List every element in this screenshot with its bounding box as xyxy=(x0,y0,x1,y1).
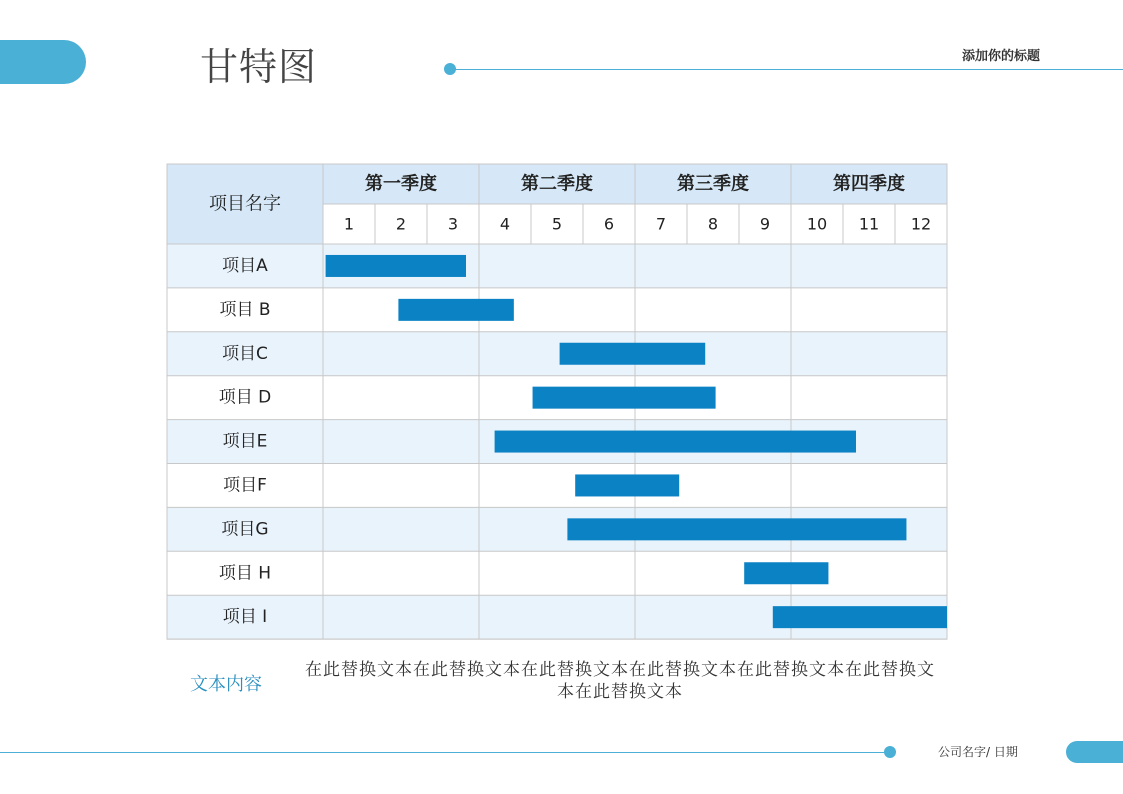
task-label: 项目C xyxy=(222,343,268,364)
task-bar xyxy=(495,431,856,453)
task-bar xyxy=(533,387,716,409)
name-column-header: 项目名字 xyxy=(209,193,281,215)
month-tick-label: 5 xyxy=(551,214,563,234)
month-tick-label: 2 xyxy=(395,214,407,234)
task-label: 项目 I xyxy=(222,607,268,628)
month-tick-label: 10 xyxy=(806,214,828,234)
task-bar xyxy=(575,474,679,496)
task-label: 项目 H xyxy=(218,563,272,584)
note-text: 在此替换文本在此替换文本在此替换文本在此替换文本在此替换文本在此替换文本在此替换文本 xyxy=(305,660,935,702)
row-bg xyxy=(167,551,947,595)
month-tick-label: 4 xyxy=(499,214,511,234)
row-bg xyxy=(167,464,947,508)
decor-pill-bottom-right xyxy=(1066,741,1123,763)
task-bar xyxy=(560,343,706,365)
decor-line-bottom xyxy=(0,752,890,753)
month-tick-label: 8 xyxy=(707,214,719,234)
page-subtitle: 添加你的标题 xyxy=(962,49,1041,64)
footer-company-date: 公司名字/ 日期 xyxy=(938,745,1018,759)
decor-dot-bottom xyxy=(884,746,896,758)
task-label: 项目 D xyxy=(218,387,272,408)
task-bar xyxy=(567,518,906,540)
quarter-header: 第一季度 xyxy=(365,173,437,195)
row-bg xyxy=(167,332,947,376)
row-bg xyxy=(167,288,947,332)
task-label: 项目F xyxy=(223,475,267,496)
month-tick-label: 3 xyxy=(447,214,459,234)
quarter-header: 第四季度 xyxy=(833,173,905,195)
month-tick-label: 9 xyxy=(759,214,771,234)
quarter-header: 第二季度 xyxy=(521,173,593,195)
month-tick-label: 7 xyxy=(655,214,667,234)
month-tick-label: 11 xyxy=(858,214,880,234)
month-tick-label: 6 xyxy=(603,214,615,234)
task-label: 项目 B xyxy=(219,299,271,320)
task-bar xyxy=(398,299,513,321)
task-label: 项目A xyxy=(222,255,268,276)
task-bar xyxy=(744,562,828,584)
task-label: 项目G xyxy=(221,519,269,540)
quarter-header: 第三季度 xyxy=(677,173,749,195)
month-tick-label: 1 xyxy=(343,214,355,234)
month-tick-label: 12 xyxy=(910,214,932,234)
task-bar xyxy=(773,606,947,628)
page-title: 甘特图 xyxy=(200,45,318,89)
task-label: 项目E xyxy=(222,431,268,452)
row-bg xyxy=(167,244,947,288)
note-label: 文本内容 xyxy=(190,674,262,695)
task-bar xyxy=(326,255,466,277)
